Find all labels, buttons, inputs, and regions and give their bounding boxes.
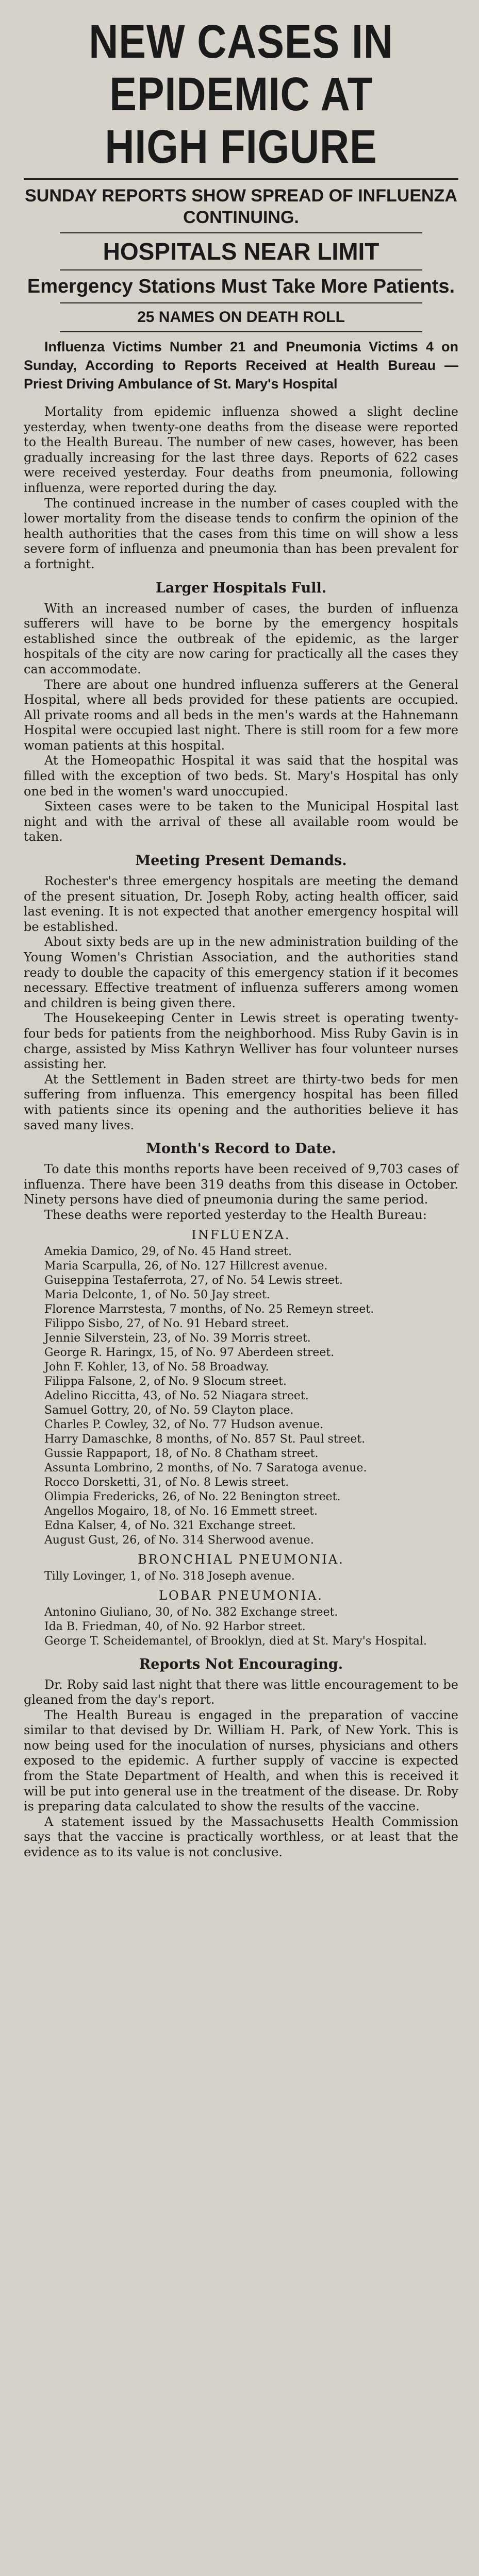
death-entry: Olimpia Fredericks, 26, of No. 22 Benington street. [44, 1490, 341, 1503]
death-entry: Filippo Sisbo, 27, of No. 91 Hebard street. [44, 1317, 289, 1330]
intro-paragraph-1: Mortality from epidemic influenza showed a slight decline yesterday, when twenty-one deaths from the disease were reported to the Health Bureau. The number of new cases, however, has been gradually increasing for the last three days. Reports of 622 cases were received yesterday. Four deaths from pneumonia, following influenza, were reported during the day. [24, 404, 458, 495]
deck-rule-1 [60, 232, 422, 233]
subhead-larger-hospitals: Larger Hospitals Full. [155, 580, 327, 596]
death-entry: Assunta Lombrino, 2 months, of No. 7 Saratoga avenue. [44, 1461, 367, 1475]
death-entry: Samuel Gottry, 20, of No. 59 Clayton place. [44, 1403, 294, 1417]
category-lobar-pneumonia: LOBAR PNEUMONIA. [159, 1588, 323, 1603]
death-entry: Tilly Lovinger, 1, of No. 318 Joseph avenue. [44, 1569, 295, 1583]
deck-rule-2 [60, 269, 422, 270]
death-entry: Maria Scarpulla, 26, of No. 127 Hillcrest avenue. [44, 1259, 328, 1273]
lede-paragraph: Influenza Victims Number 21 and Pneumonia Victims 4 on Sunday, According to Reports Received at Health Bureau — Priest Driving Ambulance of St. Mary's Hospital [24, 339, 458, 392]
death-entry: Florence Marrstesta, 7 months, of No. 25 Remeyn street. [44, 1302, 374, 1316]
death-entry: George R. Haringx, 15, of No. 97 Aberdeen street. [44, 1346, 335, 1359]
hospitals-paragraph-3: At the Homeopathic Hospital it was said that the hospital was filled with the exception of two beds. St. Mary's Hospital has only one bed in the women's ward unoccupied. [24, 753, 458, 799]
subhead-months-record: Month's Record to Date. [146, 1141, 336, 1157]
death-entry: Maria Delconte, 1, of No. 50 Jay street. [44, 1288, 270, 1301]
subhead-reports-not-encouraging: Reports Not Encouraging. [139, 1656, 343, 1672]
intro-paragraph-2: The continued increase in the number of cases coupled with the lower mortality from the disease tends to confirm the opinion of the health authorities that the cases from this time on will show a less severe form of influenza and pneumonia than has been prevalent for a fortnight. [24, 496, 458, 571]
death-entry: John F. Kohler, 13, of No. 58 Broadway. [44, 1360, 269, 1374]
death-entry: Harry Damaschke, 8 months, of No. 857 St. Paul street. [44, 1432, 366, 1446]
demands-paragraph-3: The Housekeeping Center in Lewis street is operating twenty-four beds for patients from the neighborhood. Miss Ruby Gavin is in charge, assisted by Miss Kathryn Welliver has four volunteer nurses assisting her. [24, 1011, 458, 1072]
death-entry: Jennie Silverstein, 23, of No. 39 Morris street. [44, 1331, 311, 1345]
death-entry: Guiseppina Testaferrota, 27, of No. 54 Lewis street. [44, 1274, 343, 1287]
headline-rule [24, 178, 458, 180]
headline-line-1: NEW CASES IN [89, 15, 393, 68]
death-entry: Rocco Dorsketti, 31, of No. 8 Lewis street. [44, 1476, 289, 1489]
record-paragraph-1: To date this months reports have been received of 9,703 cases of influenza. There have been 319 deaths from this disease in October. Ninety persons have died of pneumonia during the same period. [24, 1162, 458, 1207]
category-influenza: INFLUENZA. [191, 1227, 291, 1242]
deck-spread: SUNDAY REPORTS SHOW SPREAD OF INFLUENZA CONTINUING. [25, 186, 457, 227]
death-list-influenza [24, 1245, 458, 1548]
deck-rule-4 [60, 331, 422, 332]
death-entry: Charles P. Cowley, 32, of No. 77 Hudson avenue. [44, 1418, 324, 1431]
closing-paragraph-2: The Health Bureau is engaged in the preparation of vaccine similar to that devised by Dr. William H. Park, of New York. This is now being used for the inoculation of nurses, physicians and others exposed to the epidemic. A further supply of vaccine is expected from the State Department of Health, and when this is received it will be put into general use in the treatment of the disease. Dr. Roby is preparing data calculated to show the results of the vaccine. [24, 1707, 458, 1814]
death-entry: Filippa Falsone, 2, of No. 9 Slocum street. [44, 1375, 287, 1388]
death-entry: Angellos Mogairo, 18, of No. 16 Emmett street. [44, 1504, 318, 1518]
death-entry: Adelino Riccitta, 43, of No. 52 Niagara street. [44, 1389, 309, 1402]
deck-emergency: Emergency Stations Must Take More Patients. [27, 276, 455, 297]
death-entry: Gussie Rappaport, 18, of No. 8 Chatham street. [44, 1447, 319, 1460]
deck-hospitals: HOSPITALS NEAR LIMIT [103, 238, 379, 265]
record-paragraph-2: These deaths were reported yesterday to the Health Bureau: [44, 1207, 427, 1222]
demands-paragraph-1: Rochester's three emergency hospitals are meeting the demand of the present situation, Dr. Joseph Roby, acting health officer, said last evening. It is not expected that another emergency hospital will be established. [24, 874, 458, 934]
demands-paragraph-4: At the Settlement in Baden street are thirty-two beds for men suffering from influenza. This emergency hospital has been filled with patients since its opening and the authorities believe it has saved many lives. [24, 1072, 458, 1132]
deck-rule-3 [60, 302, 422, 303]
death-entry: George T. Scheidemantel, of Brooklyn, died at St. Mary's Hospital. [44, 1634, 427, 1648]
death-entry: Amekia Damico, 29, of No. 45 Hand street. [44, 1245, 292, 1258]
death-entry: Antonino Giuliano, 30, of No. 382 Exchange street. [44, 1605, 338, 1619]
death-list-bronchial [24, 1569, 458, 1584]
hospitals-paragraph-1: With an increased number of cases, the burden of influenza sufferers will have to be borne by the emergency hospitals established since the outbreak of the epidemic, as the larger hospitals of the city are now caring for practically all the cases they can accommodate. [24, 601, 458, 676]
demands-paragraph-2: About sixty beds are up in the new administration building of the Young Women's Christian Association, and the authorities stand ready to double the capacity of this emergency station if it becomes necessary. Effective treatment of influenza sufferers among women and children is being given there. [24, 935, 458, 1010]
death-entry: August Gust, 26, of No. 314 Sherwood avenue. [44, 1533, 314, 1547]
death-entry: Ida B. Friedman, 40, of No. 92 Harbor street. [44, 1620, 306, 1633]
deck-death-roll: 25 NAMES ON DEATH ROLL [137, 309, 345, 326]
headline-line-3: HIGH FIGURE [105, 121, 377, 173]
category-bronchial-pneumonia: BRONCHIAL PNEUMONIA. [138, 1552, 344, 1567]
hospitals-paragraph-4: Sixteen cases were to be taken to the Municipal Hospital last night and with the arrival of these all available room would be taken. [24, 799, 458, 844]
subhead-meeting-demands: Meeting Present Demands. [135, 853, 347, 869]
article-column [24, 15, 458, 1860]
closing-paragraph-3: A statement issued by the Massachusetts Health Commission says that the vaccine is practically worthless, or at least that the evidence as to its value is not conclusive. [24, 1814, 458, 1860]
death-entry: Edna Kalser, 4, of No. 321 Exchange street. [44, 1519, 296, 1532]
closing-paragraph-1: Dr. Roby said last night that there was little encouragement to be gleaned from the day's report. [24, 1677, 458, 1707]
headline-line-2: EPIDEMIC AT [109, 68, 373, 121]
death-list-lobar [24, 1605, 458, 1649]
hospitals-paragraph-2: There are about one hundred influenza sufferers at the General Hospital, where all beds provided for these patients are occupied. All private rooms and all beds in the men's wards at the Hahnemann Hospital were occupied last night. There is still room for a few more woman patients at this hospital. [24, 677, 458, 753]
